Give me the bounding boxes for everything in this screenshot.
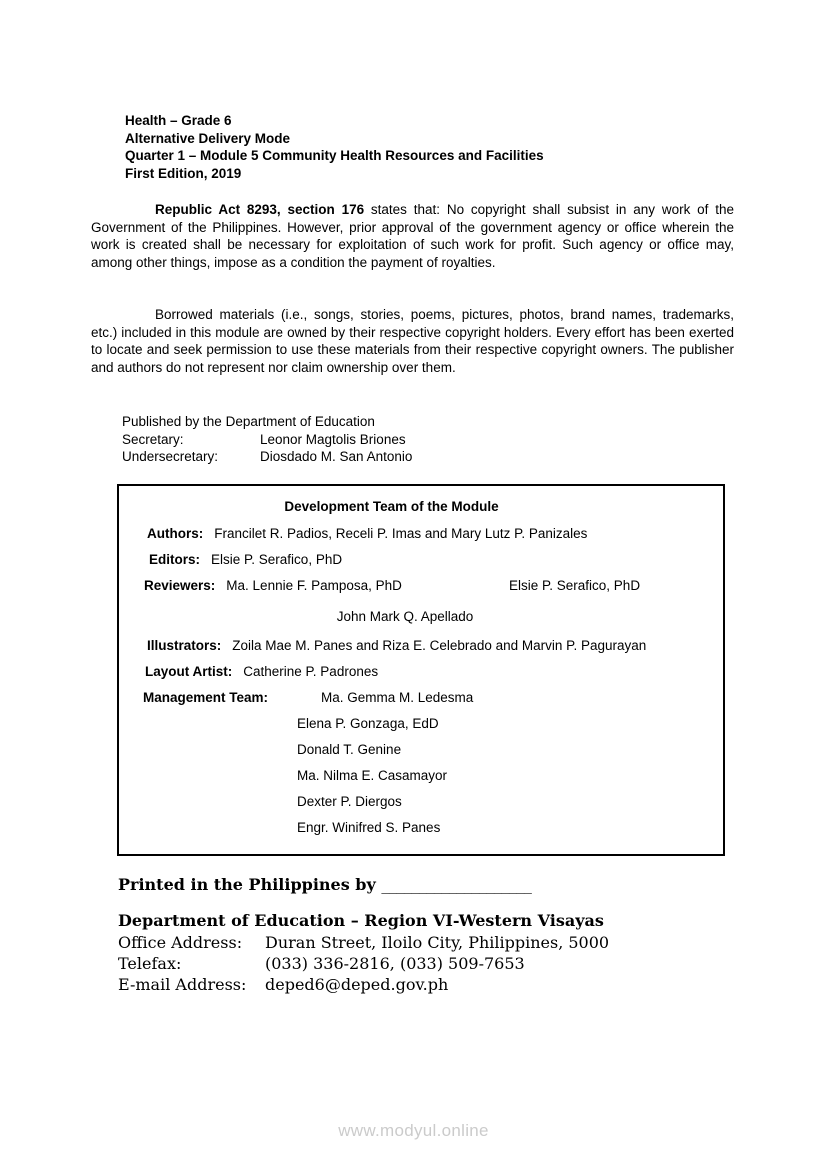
undersecretary-name: Diosdado M. San Antonio: [260, 449, 413, 465]
publisher-block: [122, 413, 412, 466]
undersecretary-row: [122, 448, 412, 466]
copyright-paragraph-2-text: Borrowed materials (i.e., songs, stories, poems, pictures, photos, brand names, trademarks, etc.) included in this module are owned by their respective copyright holders. Every effort has been exerted to locate and seek permission to use these materials from their respective copyright owners. The publisher and authors do not represent nor claim ownership over them.: [91, 307, 734, 375]
management-member: Ma. Gemma M. Ledesma: [321, 690, 474, 705]
development-team-box: [117, 484, 725, 856]
printed-by-text: Printed in the Philippines by: [118, 875, 382, 894]
reviewers-label: Reviewers:: [144, 578, 216, 593]
management-member: Engr. Winifred S. Panes: [297, 820, 441, 835]
office-address-row: [118, 932, 609, 953]
module-header: [125, 112, 544, 182]
printed-in-philippines-line: [118, 875, 531, 894]
imprint-block: [118, 910, 609, 995]
reviewers-row: [144, 578, 641, 593]
republic-act-reference: Republic Act 8293, section 176: [155, 202, 365, 217]
module-mode: Alternative Delivery Mode: [125, 130, 291, 146]
published-by-line: Published by the Department of Education: [122, 414, 375, 429]
layout-artist-label: Layout Artist:: [145, 664, 233, 679]
email-address-value: deped6@deped.gov.ph: [265, 975, 449, 994]
regional-office-name: Department of Education – Region VI-Western Visayas: [118, 911, 604, 930]
module-subject: Health – Grade 6: [125, 113, 232, 128]
secretary-row: [122, 431, 412, 449]
copyright-paragraph-1: [91, 201, 734, 271]
secretary-name: Leonor Magtolis Briones: [260, 431, 406, 447]
illustrators-row: [147, 638, 646, 653]
management-member: Donald T. Genine: [297, 742, 402, 757]
email-address-row: [118, 974, 609, 995]
copyright-paragraph-2: [91, 306, 734, 376]
reviewer-name-2: Elsie P. Serafico, PhD: [509, 578, 641, 593]
telefax-label: Telefax:: [118, 954, 182, 973]
office-address-value: Duran Street, Iloilo City, Philippines, 5000: [265, 933, 610, 952]
printed-by-blank-line: ____________________: [381, 875, 532, 894]
team-box-title: Development Team of the Module: [284, 499, 499, 514]
reviewer-name-1: Ma. Lennie F. Pamposa, PhD: [226, 578, 402, 593]
module-title: Quarter 1 – Module 5 Community Health Resources and Facilities: [125, 148, 544, 164]
management-team-row: [143, 690, 703, 705]
illustrators-names: Zoila Mae M. Panes and Riza E. Celebrado and Marvin P. Pagurayan: [232, 638, 647, 653]
illustrators-label: Illustrators:: [147, 638, 222, 653]
authors-names: Francilet R. Padios, Receli P. Imas and Mary Lutz P. Panizales: [214, 526, 588, 541]
secretary-label: Secretary:: [122, 431, 184, 447]
management-member: Elena P. Gonzaga, EdD: [297, 716, 439, 731]
reviewer-name-3: John Mark Q. Apellado: [336, 609, 474, 624]
authors-label: Authors:: [147, 526, 204, 541]
editors-label: Editors:: [149, 552, 201, 567]
watermark: www.modyul.online: [338, 1121, 489, 1140]
editors-names: Elsie P. Serafico, PhD: [211, 552, 343, 567]
telefax-row: [118, 953, 609, 974]
layout-artist-name: Catherine P. Padrones: [243, 664, 379, 679]
layout-artist-row: [145, 664, 378, 679]
management-member: Ma. Nilma E. Casamayor: [297, 768, 448, 783]
module-edition: First Edition, 2019: [125, 165, 242, 181]
management-team-label: Management Team:: [143, 690, 269, 705]
office-address-label: Office Address:: [118, 933, 243, 952]
authors-row: [147, 526, 587, 541]
undersecretary-label: Undersecretary:: [122, 449, 219, 465]
email-address-label: E-mail Address:: [118, 975, 247, 994]
management-member: Dexter P. Diergos: [297, 794, 402, 809]
editors-row: [149, 552, 342, 567]
copyright-paragraph-1-text: states that: No copyright shall subsist in any work of the Government of the Philippines. However, prior approval of the government agency or office wherein the work is created shall be necessary for exploitation of such work for profit. Such agency or office may, among other things, impose as a condition the payment of royalties.: [91, 202, 734, 270]
telefax-value: (033) 336-2816, (033) 509-7653: [265, 954, 525, 973]
